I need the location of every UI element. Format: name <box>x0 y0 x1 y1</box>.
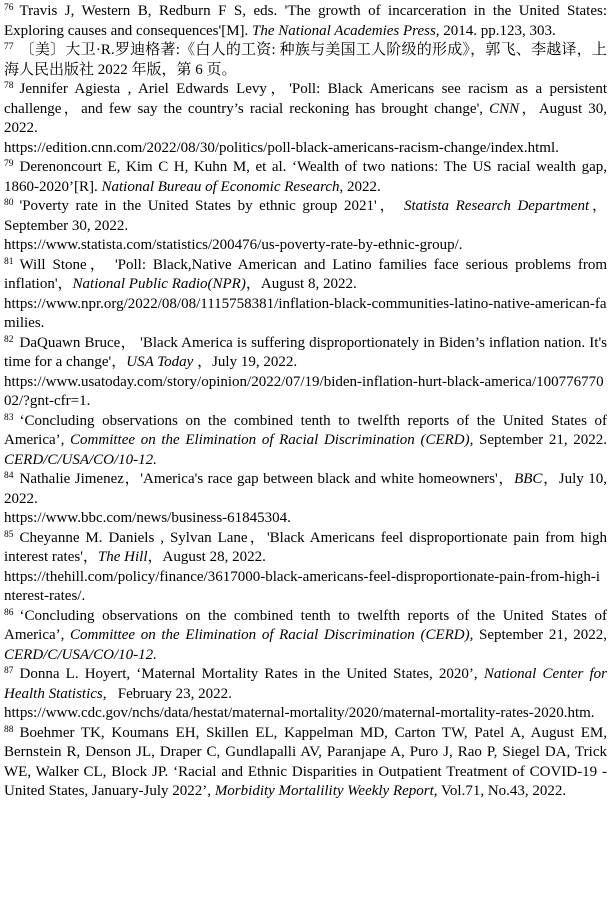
footnote-number: 86 <box>4 607 14 618</box>
footnote-79 <box>4 158 607 197</box>
footnote-source-name: The Hill <box>97 549 148 565</box>
footnote-text: ‘Concluding observations on the combined tenth to twelfth reports of the United States of America’, <box>4 412 607 448</box>
footnote-77 <box>4 41 607 80</box>
footnote-85 <box>4 529 607 607</box>
footnote-text: , 2022. <box>339 178 381 195</box>
footnote-url[interactable]: https://www.bbc.com/news/business-61845304. <box>4 510 291 526</box>
footnote-number: 79 <box>4 159 14 169</box>
footnote-text: ，July 10, 2022. <box>4 471 607 507</box>
footnote-text: Travis J, Western B, Redburn F S, eds. 'The growth of incarceration in the United States: Exploring causes and consequences'[M]. <box>4 3 607 39</box>
footnote-url[interactable]: https://www.usatoday.com/story/opinion/2022/07/19/biden-inflation-hurt-black-america/10077677002/?gnt-cfr=1. <box>4 373 604 409</box>
footnote-number: 83 <box>4 412 14 423</box>
footnote-source-name: CERD/C/USA/CO/10-12. <box>4 451 157 468</box>
footnote-number: 77 <box>4 42 14 52</box>
footnote-78 <box>4 80 607 158</box>
footnote-text: ，September 30, 2022. <box>4 198 607 234</box>
footnote-84 <box>4 470 607 529</box>
footnote-text: Vol.71, No.43, 2022. <box>437 783 567 799</box>
footnote-url[interactable]: https://www.npr.org/2022/08/08/1115758381/inflation-black-communities-latino-native-american-families. <box>4 295 607 331</box>
footnote-number: 81 <box>4 256 14 267</box>
footnote-text: ，August 28, 2022. <box>147 549 266 565</box>
footnote-text: DaQuawn Bruce， 'Black America is suffering disproportionately in Biden’s inflation nation. It's time for a change'， <box>4 334 607 370</box>
footnote-source-name: Statista Research Department <box>404 198 590 214</box>
footnote-url[interactable]: https://www.statista.com/statistics/200476/us-poverty-rate-by-ethnic-group/. <box>4 237 463 253</box>
footnote-source-name: Committee on the Elimination of Racial Discrimination (CERD), <box>70 432 474 448</box>
footnote-81 <box>4 256 607 334</box>
footnotes-section <box>4 2 607 802</box>
footnote-number: 85 <box>4 529 14 540</box>
footnote-source-name: BBC <box>514 471 543 487</box>
footnote-number: 76 <box>4 3 14 13</box>
footnote-source-name: Morbidity Mortalility Weekly Report, <box>214 783 438 799</box>
footnote-text: ，July 19, 2022. <box>193 354 298 370</box>
footnote-number: 84 <box>4 471 14 481</box>
footnote-source-name: National Center for Health Statistics, <box>4 666 608 702</box>
footnote-number: 87 <box>4 666 14 676</box>
footnote-text: , 2014. pp.123, 303. <box>435 22 556 39</box>
footnote-text: Nathalie Jimenez，'America's race gap between black and white homeowners'， <box>19 471 515 487</box>
footnote-number: 82 <box>4 334 14 345</box>
footnote-number: 88 <box>4 724 14 735</box>
footnote-url[interactable]: https://www.cdc.gov/nchs/data/hestat/maternal-mortality/2020/maternal-mortality-rates-2020.htm. <box>4 705 595 721</box>
footnote-86 <box>4 607 607 666</box>
footnote-text: Jennifer Agiesta , Ariel Edwards Levy，'Poll: Black Americans see racism as a persistent challenge，and few say the country’s racial reckoning has brought change', <box>4 81 607 117</box>
footnote-url[interactable]: https://thehill.com/policy/finance/3617000-black-americans-feel-disproportionate-pain-from-high-interest-rates/. <box>4 568 601 604</box>
footnote-text: February 23, 2022. <box>106 685 232 702</box>
footnote-87 <box>4 665 607 724</box>
footnote-source-name: CERD/C/USA/CO/10-12. <box>4 646 157 663</box>
footnote-url[interactable]: https://edition.cnn.com/2022/08/30/politics/poll-black-americans-racism-change/index.html. <box>4 139 559 156</box>
footnote-text: September 21, 2022. <box>473 432 607 448</box>
footnote-76 <box>4 2 607 41</box>
footnote-text: Donna L. Hoyert, ‘Maternal Mortality Rates in the United States, 2020’, <box>19 666 484 682</box>
footnote-text: 'Poverty rate in the United States by ethnic group 2021'， <box>19 198 405 214</box>
footnote-source-name: Committee on the Elimination of Racial Discrimination (CERD), <box>70 627 474 643</box>
footnote-source-name: USA Today <box>126 354 194 370</box>
footnote-82 <box>4 334 607 412</box>
footnote-text: Will Stone， 'Poll: Black,Native American and Latino families face serious problems from inflation'， <box>4 256 607 292</box>
footnote-source-name: National Public Radio(NPR) <box>72 276 246 292</box>
footnote-number: 80 <box>4 198 14 208</box>
footnote-text: ，August 30, 2022. <box>4 100 607 136</box>
footnote-source-name: The National Academies Press <box>252 22 436 39</box>
footnote-83 <box>4 412 607 471</box>
footnote-text: ‘Concluding observations on the combined tenth to twelfth reports of the United States of America’, <box>4 607 607 643</box>
footnote-text: September 21, 2022, <box>473 627 607 643</box>
footnote-source-name: CNN <box>489 100 520 117</box>
footnote-80 <box>4 197 607 256</box>
footnote-number: 78 <box>4 81 14 91</box>
footnote-text: Boehmer TK, Koumans EH, Skillen EL, Kappelman MD, Carton TW, Patel A, August EM, Bernstein R, Denson JL, Draper C, Gundlapalli AV, Paranjape A, Puro J, Rao P, Siegel DA, Trick WE, Walker CL, Block JP. ‘Racial and Ethnic Disparities in Outpatient Treatment of COVID-19 - United States, January-July 2022’, <box>4 724 607 799</box>
footnote-text: Cheyanne M. Daniels , Sylvan Lane，'Black Americans feel disproportionate pain from high interest rates'， <box>4 529 607 565</box>
footnote-text: 〔美〕大卫·R.罗迪格著:《白人的工资: 种族与美国工人阶级的形成》，郭飞、李越译，上海人民出版社 2022 年版，第 6 页。 <box>4 42 607 78</box>
footnote-text: Derenoncourt E, Kim C H, Kuhn M, et al. ‘Wealth of two nations: The US racial wealth gap, 1860-2020’[R]. <box>4 159 607 195</box>
footnote-source-name: National Bureau of Economic Research <box>101 178 340 195</box>
footnote-text: ，August 8, 2022. <box>245 276 357 292</box>
footnote-88 <box>4 724 607 802</box>
